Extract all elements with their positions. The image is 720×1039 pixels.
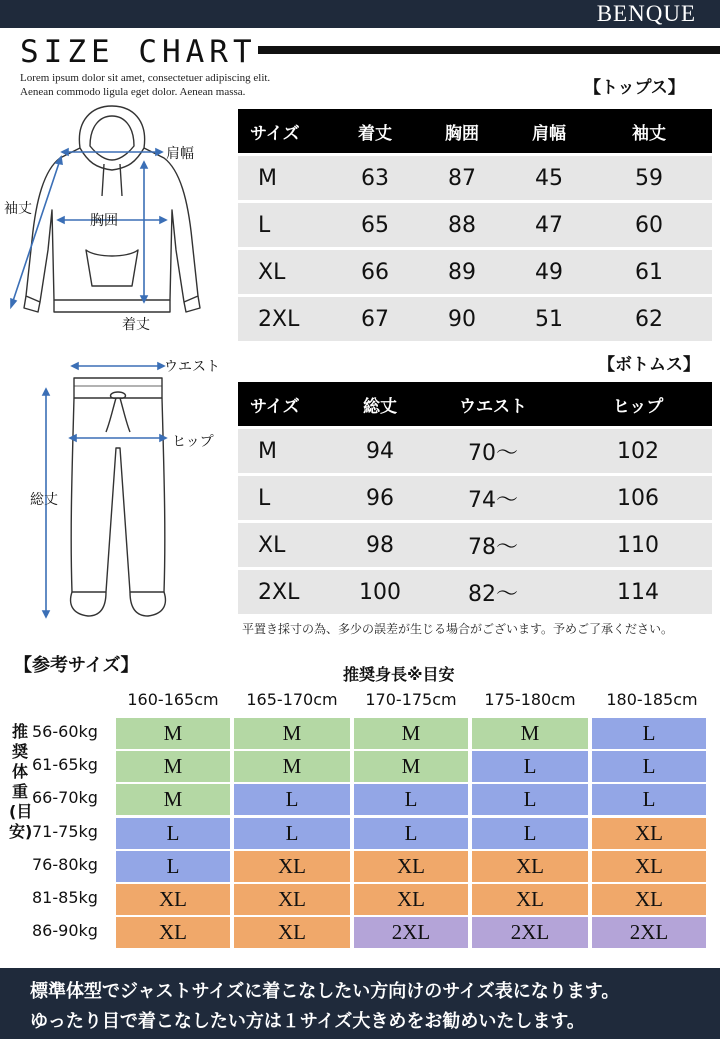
height-header: 180-185cm — [606, 690, 698, 709]
value-cell: 100 — [359, 579, 401, 605]
grid-cell: XL — [592, 884, 706, 915]
table-row — [238, 429, 712, 473]
footer-banner — [0, 968, 720, 1039]
size-cell: XL — [258, 532, 286, 558]
weight-row-label: 56-60kg — [32, 722, 98, 741]
grid-cell: L — [472, 784, 588, 815]
grid-cell: M — [116, 751, 230, 782]
measurement-note: 平置き採寸の為、多少の誤差が生じる場合がございます。予めご了承ください。 — [242, 622, 674, 636]
grid-cell: L — [116, 851, 230, 882]
value-cell: 47 — [535, 212, 563, 238]
size-cell: XL — [258, 259, 286, 285]
brand-bar — [0, 0, 720, 28]
value-cell: 106 — [617, 485, 659, 511]
grid-cell: M — [116, 718, 230, 749]
grid-cell: XL — [234, 884, 350, 915]
bottoms-size-table — [238, 382, 712, 614]
grid-cell: XL — [472, 884, 588, 915]
grid-cell: L — [592, 784, 706, 815]
header-cell: 着丈 — [358, 123, 392, 144]
grid-cell: L — [234, 818, 350, 849]
grid-cell: XL — [116, 917, 230, 948]
grid-cell: 2XL — [592, 917, 706, 948]
table-row — [238, 476, 712, 520]
header-cell: サイズ — [250, 396, 300, 417]
size-cell: 2XL — [258, 579, 300, 605]
height-header: 165-170cm — [246, 690, 338, 709]
value-cell: 102 — [617, 438, 659, 464]
size-cell: L — [258, 212, 271, 238]
header-cell: サイズ — [250, 123, 300, 144]
value-cell: 60 — [635, 212, 663, 238]
table-row — [238, 570, 712, 614]
grid-cell: M — [354, 718, 468, 749]
hoodie-illustration — [0, 100, 240, 340]
value-cell: 67 — [361, 306, 389, 332]
brand-logo: BENQUE — [596, 1, 696, 26]
value-cell: 51 — [535, 306, 563, 332]
reference-subtitle: 推奨身長※目安 — [343, 665, 455, 684]
shoulder-label: 肩幅 — [166, 146, 194, 162]
waist-label: ウエスト — [164, 359, 220, 375]
value-cell: 74～ — [468, 487, 518, 513]
grid-cell: M — [472, 718, 588, 749]
value-cell: 96 — [366, 485, 394, 511]
header-cell: 胸囲 — [445, 123, 479, 144]
value-cell: 65 — [361, 212, 389, 238]
value-cell: 63 — [361, 165, 389, 191]
weight-row-label: 61-65kg — [32, 755, 98, 774]
title-rule — [258, 46, 720, 54]
weight-row-label: 71-75kg — [32, 822, 98, 841]
grid-cell: XL — [354, 851, 468, 882]
grid-cell: L — [592, 718, 706, 749]
page-title: SIZE CHART — [20, 34, 257, 70]
lorem-line-2: Aenean commodo ligula eget dolor. Aenean massa. — [20, 86, 246, 98]
grid-cell: XL — [592, 851, 706, 882]
header-cell: 総丈 — [363, 396, 397, 417]
grid-cell: L — [116, 818, 230, 849]
header-cell: ウエスト — [459, 396, 527, 417]
lorem-line-1: Lorem ipsum dolor sit amet, consectetuer adipiscing elit. — [20, 72, 271, 84]
weight-row-label: 81-85kg — [32, 888, 98, 907]
tops-header-row — [238, 109, 712, 153]
value-cell: 94 — [366, 438, 394, 464]
value-cell: 49 — [535, 259, 563, 285]
bottoms-tag: 【ボトムス】 — [598, 355, 700, 375]
table-row — [238, 203, 712, 247]
value-cell: 89 — [448, 259, 476, 285]
header-cell: ヒップ — [612, 396, 664, 417]
value-cell: 82～ — [468, 581, 518, 607]
value-cell: 87 — [448, 165, 476, 191]
weight-row-label: 76-80kg — [32, 855, 98, 874]
grid-cell: XL — [116, 884, 230, 915]
height-header: 170-175cm — [365, 690, 457, 709]
value-cell: 70～ — [468, 440, 518, 466]
hip-label: ヒップ — [172, 434, 214, 450]
grid-cell: L — [592, 751, 706, 782]
value-cell: 59 — [635, 165, 663, 191]
value-cell: 62 — [635, 306, 663, 332]
weight-axis-label: 推奨体重(目安) — [9, 722, 33, 841]
grid-cell: XL — [472, 851, 588, 882]
size-cell: L — [258, 485, 271, 511]
grid-cell: XL — [592, 818, 706, 849]
size-cell: 2XL — [258, 306, 300, 332]
grid-cell: XL — [234, 917, 350, 948]
tops-tag: 【トップス】 — [584, 78, 685, 98]
footer-line-2: ゆったり目で着こなしたい方は１サイズ大きめをお勧めいたします。 — [30, 1011, 585, 1032]
grid-cell: XL — [234, 851, 350, 882]
table-row — [238, 297, 712, 341]
grid-cell: M — [354, 751, 468, 782]
grid-cell: M — [234, 718, 350, 749]
value-cell: 98 — [366, 532, 394, 558]
header-cell: 袖丈 — [632, 123, 666, 144]
table-row — [238, 156, 712, 200]
reference-title: 【参考サイズ】 — [14, 655, 139, 676]
footer-line-1: 標準体型でジャストサイズに着こなしたい方向けのサイズ表になります。 — [30, 981, 620, 1002]
grid-cell: L — [472, 751, 588, 782]
size-cell: M — [258, 438, 277, 464]
height-header: 175-180cm — [484, 690, 576, 709]
weight-row-label: 86-90kg — [32, 921, 98, 940]
grid-cell: 2XL — [354, 917, 468, 948]
bottoms-header-row — [238, 382, 712, 426]
grid-cell: M — [234, 751, 350, 782]
value-cell: 114 — [617, 579, 659, 605]
tops-size-table — [238, 109, 712, 341]
chest-label: 胸囲 — [90, 213, 118, 229]
value-cell: 90 — [448, 306, 476, 332]
grid-cell: 2XL — [472, 917, 588, 948]
header-cell: 肩幅 — [532, 123, 566, 144]
grid-cell: L — [234, 784, 350, 815]
total-length-label: 総丈 — [30, 492, 58, 508]
value-cell: 61 — [635, 259, 663, 285]
value-cell: 78～ — [468, 534, 518, 560]
grid-cell: L — [354, 818, 468, 849]
sleeve-label: 袖丈 — [4, 201, 32, 217]
value-cell: 110 — [617, 532, 659, 558]
weight-row-label: 66-70kg — [32, 788, 98, 807]
size-cell: M — [258, 165, 277, 191]
grid-cell: L — [472, 818, 588, 849]
table-row — [238, 523, 712, 567]
value-cell: 66 — [361, 259, 389, 285]
value-cell: 88 — [448, 212, 476, 238]
table-row — [238, 250, 712, 294]
value-cell: 45 — [535, 165, 563, 191]
grid-cell: M — [116, 784, 230, 815]
height-header: 160-165cm — [127, 690, 219, 709]
grid-cell: L — [354, 784, 468, 815]
grid-cell: XL — [354, 884, 468, 915]
length-label: 着丈 — [122, 317, 150, 333]
